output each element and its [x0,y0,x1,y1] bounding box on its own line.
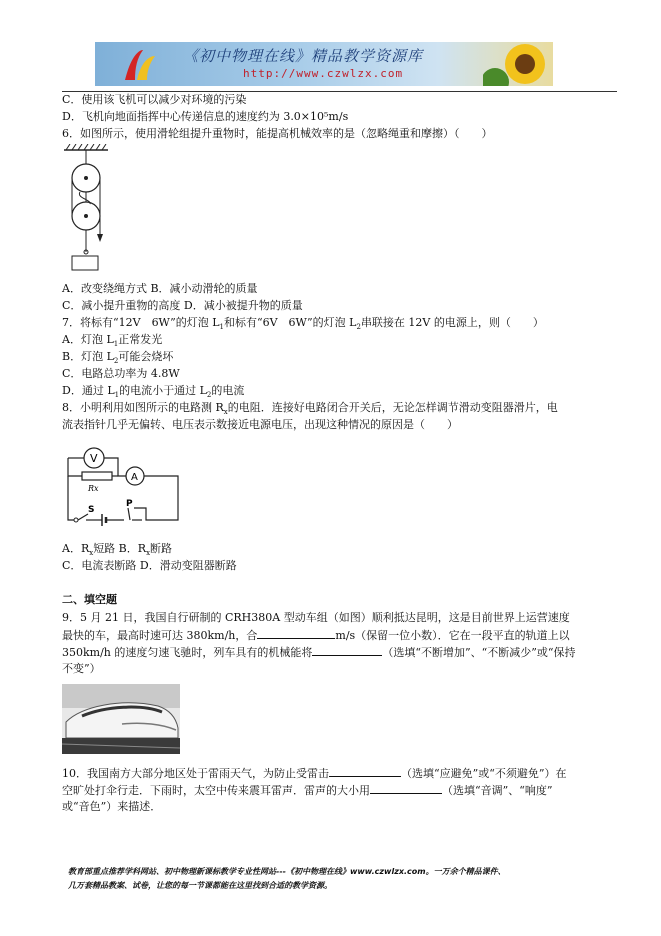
q9-text-part: 最快的车，最高时速可达 380km/h，合 [62,629,258,642]
q9-line-2 [62,628,570,643]
train-photo [62,684,180,754]
answer-blank[interactable] [329,766,401,777]
q7-stem [62,316,544,334]
q9-text-part: （选填“不断增加”、“不断减少”或“保持 [382,646,576,659]
q7-option-part: 正常发光 [118,333,163,346]
q8-option-part: 断路 [150,542,173,555]
q10-line-1 [62,766,567,781]
q7-stem-part: 串联接在 12V 的电源上，则（ ） [360,316,544,329]
q7-option-part: 的电流小于通过 L [119,384,207,397]
footer-line-1: 教育部重点推荐学科网站、初中物理新课标教学专业性网站---《初中物理在线》www.czwlzx.com。一万余个精品课件、 [68,867,506,876]
q7-option-part: 可能会烧坏 [118,350,174,363]
section-heading: 二、填空题 [62,593,117,606]
banner-title: 《初中物理在线》精品教学资源库 [183,47,424,65]
subscript: 1 [219,323,224,332]
q9-text-part: 350km/h 的速度匀速飞驰时，列车具有的机械能将 [62,646,313,659]
subscript: x [146,549,151,558]
q7-option-part: B．灯泡 L [62,350,114,363]
q8-option-part: A．R [62,542,90,555]
q9-line-4: 不变”） [62,662,101,675]
answer-blank[interactable] [257,628,335,639]
answer-blank[interactable] [312,645,382,656]
q8-option-part: 短路 B．R [93,542,147,555]
q6-stem: 6．如图所示，使用滑轮组提升重物时，能提高机械效率的是（忽略绳重和摩擦）（ ） [62,127,493,140]
q10-text-part: 空旷处打伞行走．下雨时，太空中传来震耳雷声．雷声的大小用 [62,784,370,797]
q9-line-1: 9．5 月 21 日，我国自行研制的 CRH380A 型动车组（如图）顺利抵达昆明，这是目前世界上运营速度 [62,611,570,624]
subscript: x [223,408,228,417]
q8-options-ab [62,542,172,560]
q7-option-part: D．通过 L [62,384,115,397]
resistor-label: Rx [88,484,99,493]
subscript: 1 [113,340,119,349]
q8-stem-1 [62,401,558,419]
q7-option-d [62,384,244,402]
site-logo-icon [121,46,161,84]
voltmeter-label: V [90,452,98,465]
q7-stem-part: 7．将标有“12V 6W”的灯泡 L [62,316,220,329]
q6-options-ab: A．改变绕绳方式 B．减小动滑轮的质量 [62,282,258,295]
q10-text-part: 10．我国南方大部分地区处于雷雨天气，为防止受雷击 [62,767,329,780]
q7-option-c: C．电路总功率为 4.8W [62,367,180,380]
subscript: 2 [206,391,212,400]
q5-option-d: D．飞机向地面指挥中心传递信息的速度约为 3.0×10⁵m/s [62,110,349,123]
q8-stem-part: 的电阻．连接好电路闭合开关后，无论怎样调节滑动变阻器滑片，电 [227,401,558,414]
pulley-figure [62,144,118,276]
subscript: 2 [356,323,361,332]
slider-label: P [126,499,133,509]
q9-text-part: m/s（保留一位小数）．它在一段平直的轨道上以 [335,629,570,642]
q10-text-part: （选填“应避免”或“不须避免”）在 [401,767,567,780]
answer-blank[interactable] [370,783,442,794]
header-rule [62,91,617,92]
q7-option-part: 的电流 [211,384,245,397]
ammeter-label: A [131,472,138,483]
q8-stem-part: 8．小明利用如图所示的电路测 R [62,401,224,414]
q10-line-3: 或“音色”）来描述． [62,800,162,813]
subscript: x [89,549,94,558]
footer-line-2: 几万套精品教案、试卷，让您的每一节课都能在这里找到合适的教学资源。 [68,881,332,890]
circuit-figure [62,446,186,530]
q7-option-a [62,333,162,351]
q8-stem-2: 流表指针几乎无偏转、电压表示数接近电源电压，出现这种情况的原因是（ ） [62,418,458,431]
subscript: 2 [113,357,119,366]
q9-line-3 [62,645,576,660]
q7-option-part: A．灯泡 L [62,333,114,346]
q5-option-c: C．使用该飞机可以减少对环境的污染 [62,93,247,106]
subscript: 1 [114,391,120,400]
banner-url[interactable]: http://www.czwlzx.com [243,67,404,80]
q8-options-cd: C．电流表断路 D．滑动变阻器断路 [62,559,237,572]
q7-option-b [62,350,173,368]
q7-stem-part: 和标有“6V 6W”的灯泡 L [223,316,357,329]
q10-line-2 [62,783,553,798]
switch-label: S [88,505,95,515]
header-banner [95,42,553,86]
sunflower-icon [483,42,553,86]
q6-options-cd: C．减小提升重物的高度 D．减小被提升物的质量 [62,299,303,312]
q10-text-part: （选填“音调”、“响度” [442,784,553,797]
